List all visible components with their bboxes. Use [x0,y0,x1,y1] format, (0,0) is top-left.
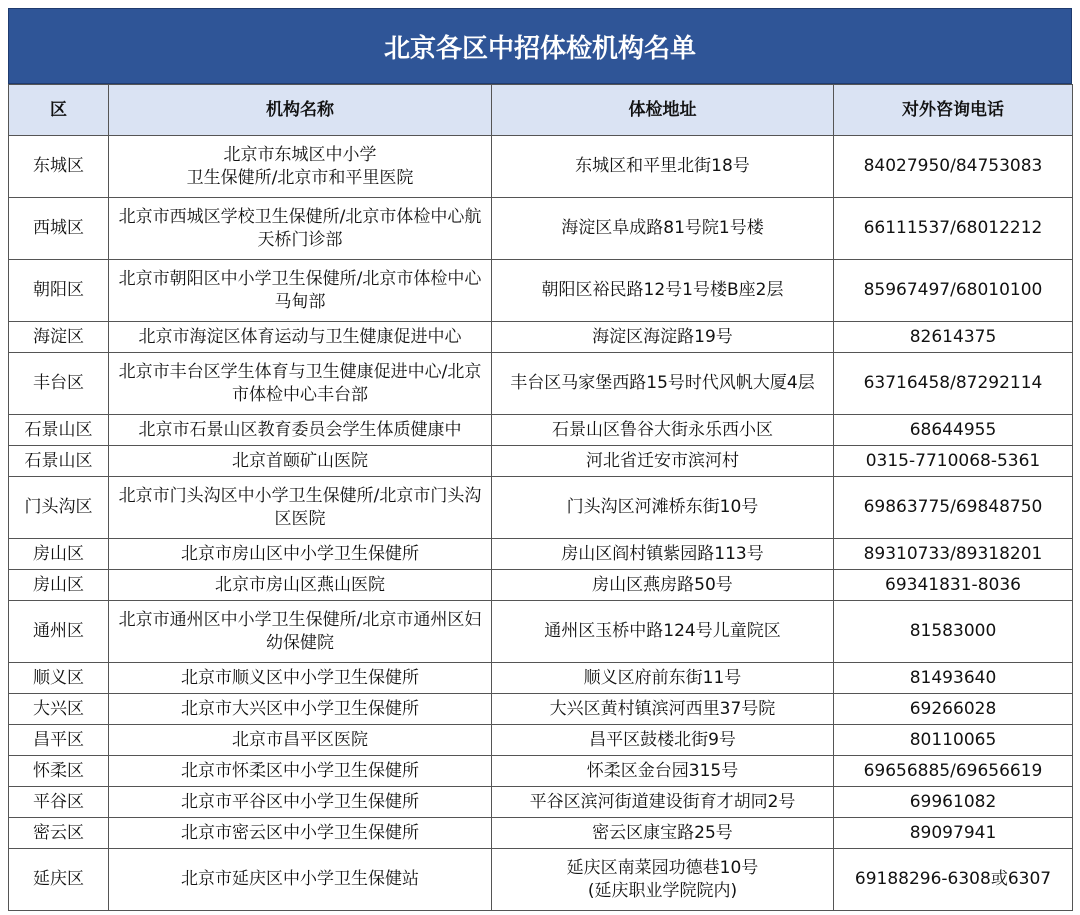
table-row [9,539,1073,570]
cell-phone: 66111537/68012212 [834,198,1073,260]
cell-institution: 北京市石景山区教育委员会学生体质健康中 [109,415,492,446]
cell-address: 石景山区鲁谷大街永乐西小区 [492,415,834,446]
cell-address: 丰台区马家堡西路15号时代风帆大厦4层 [492,353,834,415]
cell-address: 东城区和平里北街18号 [492,136,834,198]
cell-institution: 北京市昌平区医院 [109,725,492,756]
cell-institution: 北京市海淀区体育运动与卫生健康促进中心 [109,322,492,353]
cell-phone: 82614375 [834,322,1073,353]
cell-institution: 北京市丰台区学生体育与卫生健康促进中心/北京市体检中心丰台部 [109,353,492,415]
cell-district: 怀柔区 [9,756,109,787]
table-row [9,353,1073,415]
table-header-row [9,85,1073,136]
header-phone: 对外咨询电话 [834,85,1073,136]
table-row [9,601,1073,663]
cell-address: 通州区玉桥中路124号儿童院区 [492,601,834,663]
cell-district: 顺义区 [9,663,109,694]
cell-address: 海淀区海淀路19号 [492,322,834,353]
cell-institution: 北京市密云区中小学卫生保健所 [109,818,492,849]
cell-institution: 北京首颐矿山医院 [109,446,492,477]
cell-address: 密云区康宝路25号 [492,818,834,849]
cell-district: 西城区 [9,198,109,260]
cell-phone: 69863775/69848750 [834,477,1073,539]
cell-institution: 北京市门头沟区中小学卫生保健所/北京市门头沟区医院 [109,477,492,539]
document-page [8,8,1072,911]
table-row [9,322,1073,353]
table-body [9,136,1073,911]
cell-address: 朝阳区裕民路12号1号楼B座2层 [492,260,834,322]
table-row [9,415,1073,446]
cell-institution: 北京市怀柔区中小学卫生保健所 [109,756,492,787]
cell-institution: 北京市朝阳区中小学卫生保健所/北京市体检中心马甸部 [109,260,492,322]
table-row [9,849,1073,911]
cell-district: 通州区 [9,601,109,663]
cell-district: 石景山区 [9,415,109,446]
cell-phone: 69341831-8036 [834,570,1073,601]
cell-institution: 北京市房山区中小学卫生保健所 [109,539,492,570]
page-title: 北京各区中招体检机构名单 [8,8,1072,84]
cell-district: 门头沟区 [9,477,109,539]
cell-district: 东城区 [9,136,109,198]
cell-district: 房山区 [9,539,109,570]
header-address: 体检地址 [492,85,834,136]
cell-phone: 89310733/89318201 [834,539,1073,570]
cell-address: 门头沟区河滩桥东街10号 [492,477,834,539]
table-row [9,446,1073,477]
cell-phone: 80110065 [834,725,1073,756]
institution-table [8,84,1073,911]
cell-institution: 北京市西城区学校卫生保健所/北京市体检中心航天桥门诊部 [109,198,492,260]
cell-district: 朝阳区 [9,260,109,322]
cell-address: 海淀区阜成路81号院1号楼 [492,198,834,260]
cell-phone: 69266028 [834,694,1073,725]
table-row [9,477,1073,539]
cell-address: 大兴区黄村镇滨河西里37号院 [492,694,834,725]
cell-institution: 北京市东城区中小学 卫生保健所/北京市和平里医院 [109,136,492,198]
cell-district: 昌平区 [9,725,109,756]
cell-phone: 81583000 [834,601,1073,663]
cell-district: 延庆区 [9,849,109,911]
cell-address: 昌平区鼓楼北街9号 [492,725,834,756]
cell-district: 石景山区 [9,446,109,477]
cell-institution: 北京市延庆区中小学卫生保健站 [109,849,492,911]
cell-institution: 北京市通州区中小学卫生保健所/北京市通州区妇幼保健院 [109,601,492,663]
cell-district: 大兴区 [9,694,109,725]
table-row [9,260,1073,322]
table-row [9,694,1073,725]
cell-address: 平谷区滨河街道建设街育才胡同2号 [492,787,834,818]
cell-address: 河北省迁安市滨河村 [492,446,834,477]
cell-institution: 北京市大兴区中小学卫生保健所 [109,694,492,725]
cell-phone: 85967497/68010100 [834,260,1073,322]
header-district: 区 [9,85,109,136]
cell-address: 房山区阎村镇紫园路113号 [492,539,834,570]
table-row [9,198,1073,260]
cell-address: 房山区燕房路50号 [492,570,834,601]
table-row [9,570,1073,601]
cell-institution: 北京市顺义区中小学卫生保健所 [109,663,492,694]
cell-district: 密云区 [9,818,109,849]
cell-institution: 北京市房山区燕山医院 [109,570,492,601]
cell-district: 丰台区 [9,353,109,415]
cell-phone: 81493640 [834,663,1073,694]
table-row [9,663,1073,694]
cell-phone: 69961082 [834,787,1073,818]
cell-phone: 69656885/69656619 [834,756,1073,787]
cell-address: 怀柔区金台园315号 [492,756,834,787]
cell-address: 顺义区府前东街11号 [492,663,834,694]
cell-phone: 84027950/84753083 [834,136,1073,198]
cell-phone: 69188296-6308或6307 [834,849,1073,911]
cell-address: 延庆区南菜园功德巷10号 (延庆职业学院院内) [492,849,834,911]
cell-district: 平谷区 [9,787,109,818]
cell-phone: 0315-7710068-5361 [834,446,1073,477]
cell-phone: 89097941 [834,818,1073,849]
table-row [9,725,1073,756]
table-row [9,136,1073,198]
cell-institution: 北京市平谷区中小学卫生保健所 [109,787,492,818]
cell-district: 房山区 [9,570,109,601]
cell-phone: 63716458/87292114 [834,353,1073,415]
cell-phone: 68644955 [834,415,1073,446]
table-row [9,756,1073,787]
header-institution: 机构名称 [109,85,492,136]
table-row [9,818,1073,849]
cell-district: 海淀区 [9,322,109,353]
table-row [9,787,1073,818]
